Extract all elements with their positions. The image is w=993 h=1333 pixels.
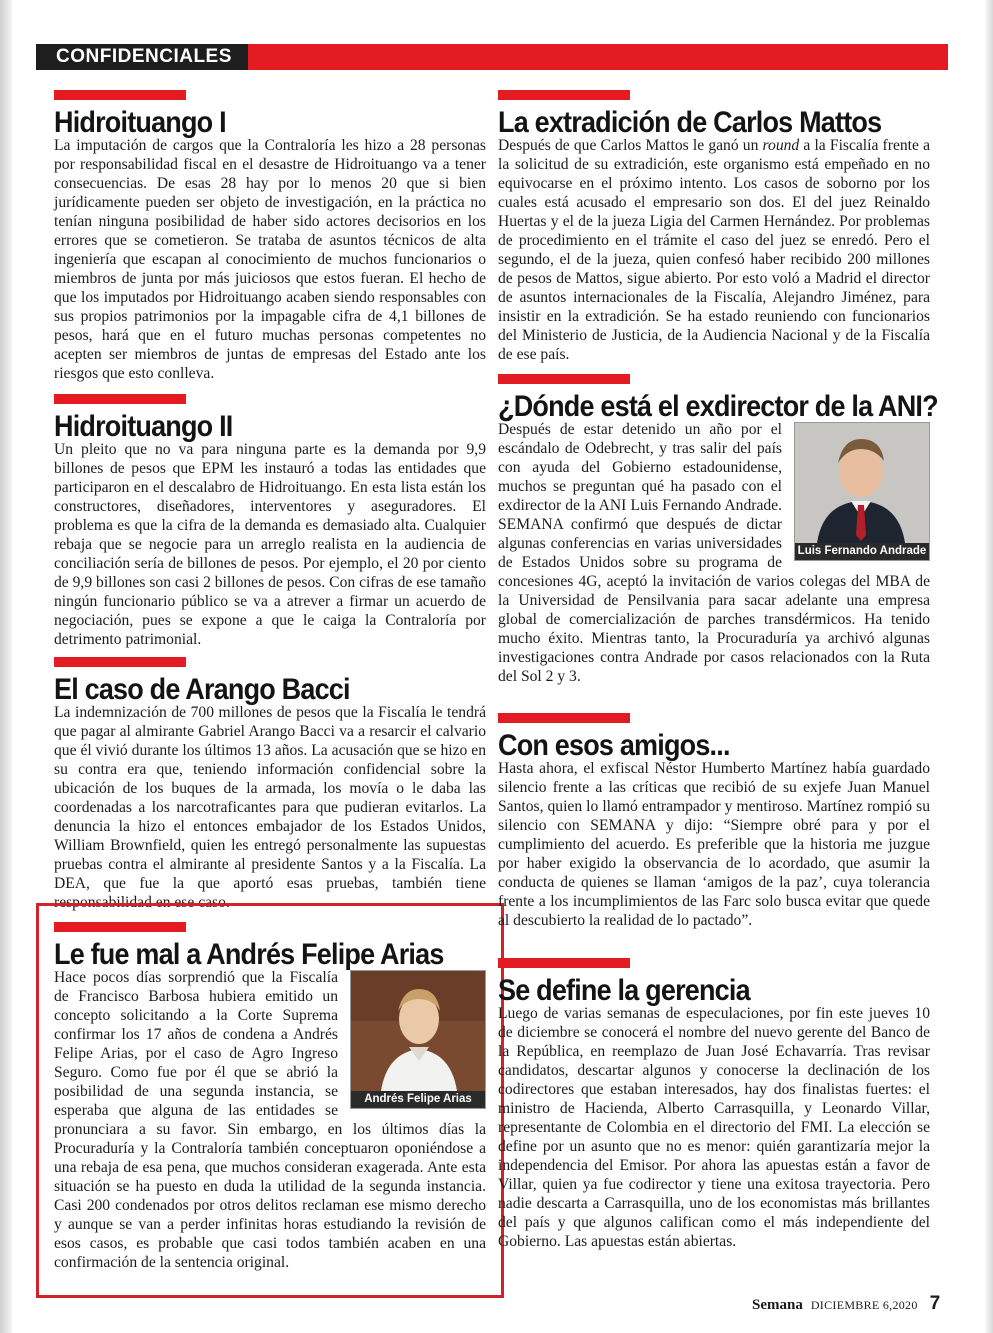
article-con-esos-amigos — [498, 713, 930, 930]
article-arango-bacci — [54, 657, 486, 912]
issue-date: DICIEMBRE 6,2020 — [810, 1298, 918, 1312]
article-carlos-mattos — [498, 90, 930, 364]
article-rule — [498, 958, 630, 968]
article-se-define-la-gerencia — [498, 958, 930, 1251]
portrait-illustration — [795, 423, 929, 543]
article-body: Hace pocos días sorprendió que la Fiscalía de Francisco Barbosa hubiera emitido un concepto solicitando a la Corte Suprema confirmar los 17 años de condena a Andrés Felipe Arias, por el caso de Agro Ingreso Seguro. Como fue por él que se abrió la posibilidad de una segunda instancia, se esperaba que alguna de las entidades se pronunciara a su favor. Sin embargo, en los últimos días la Procuraduría y la Contraloría también conceptuaron oponiéndose a una rebaja de esa pena, que muchos consideran exagerada. Ante esta situación se ha puesto en duda la utilidad de la segunda instancia. Casi 200 condenados por otros delitos reclaman ese mismo derecho y aunque se van a perder infinitas horas estudiando la revisión de esos casos, es probable que casi todos también acaben en una confirmación de la sentencia original. — [54, 969, 486, 1271]
article-rule — [54, 657, 186, 667]
page-footer — [752, 1293, 940, 1315]
article-body: Luego de varias semanas de especulaciones, por fin este jueves 10 de diciembre se conocerá el nombre del nuevo gerente del Banco de la República, en reemplazo de Juan José Echavarría. Tras revisar candidatos, descartar algunos y conocerse la declinación de los codirectores que estaban interesados, hay dos finalistas fuertes: el ministro de Hacienda, Alberto Carrasquilla, y Leonardo Villar, representante de Colombia en el directorio del FMI. La elección se define por un asunto que no es menor: quién garantizaría mejor la independencia del Emisor. Por ahora las apuestas están a favor de Villar, quien ya fue codirector y tiene una exitosa trayectoria. Pero nadie descarta a Carrasquilla, uno de los economistas más brillantes del país y que algunos califican como el más independiente del Gobierno. Las apuestas están abiertas. — [498, 1005, 930, 1250]
article-title: Se define la gerencia — [498, 974, 750, 1007]
article-body — [498, 136, 930, 364]
photo-caption: Luis Fernando Andrade — [795, 543, 929, 560]
article-title: Le fue mal a Andrés Felipe Arias — [54, 938, 444, 971]
article-title: Con esos amigos... — [498, 729, 730, 762]
photo-caption: Andrés Felipe Arias — [351, 1091, 485, 1108]
article-rule — [498, 713, 630, 723]
article-title: ¿Dónde está el exdirector de la ANI? — [498, 390, 938, 423]
article-exdirector-ani — [498, 374, 938, 686]
page-edge-right — [985, 0, 993, 1333]
article-title: La extradición de Carlos Mattos — [498, 106, 882, 139]
section-label: CONFIDENCIALES — [36, 44, 248, 70]
body-part: Después de que Carlos Mattos le ganó un — [498, 137, 763, 154]
photo-luis-fernando-andrade — [794, 422, 930, 561]
article-rule — [54, 90, 186, 100]
article-body: La indemnización de 700 millones de pesos que la Fiscalía le tendrá que pagar al almirante Gabriel Arango Bacci va a resarcir el calvario que él vivió durante los últimos 13 años. La acusación que se hizo en su contra era que, teniendo información confidencial sobre la ubicación de los buques de la armada, los movía o le daba las coordenadas a los narcotraficantes para que pudieran evitarlos. La denuncia la hizo el entonces embajador de los Estados Unidos, William Brownfield, quien les entregó personalmente las supuestas pruebas contra el almirante al presidente Santos y a la Fiscalía. La DEA, que fue la que aportó esas pruebas, también tiene responsabilidad en ese caso. — [54, 704, 486, 911]
page-edge-left — [0, 0, 12, 1333]
article-body: Después de estar detenido un año por el escándalo de Odebrecht, y tras salir del país con ayuda del Gobierno estadounidense, muchos se preguntan qué ha pasado con el exdirector de la ANI Luis Fernando Andrade. SEMANA confirmó que después de dictar algunas conferencias en varias universidades de Estados Unidos sobre su programa de concesiones 4G, aceptó la invitación de varios colegas del MBA de la Universidad de Pensilvania para sacar adelante una empresa global de comercialización de parches transdérmicos. Ha tenido mucho éxito. Mientras tanto, la Procuraduría ya archivó algunas investigaciones contra Andrade por casos relacionados con la Ruta del Sol 2 y 3. — [498, 421, 930, 685]
article-rule — [498, 90, 630, 100]
article-body: La imputación de cargos que la Contraloría les hizo a 28 personas por responsabilidad fiscal en el desastre de Hidroituango va a tener consecuencias. De esas 28 hay por lo menos 20 que si bien jurídicamente pueden ser objeto de investigación, en la práctica no tenían ninguna posibilidad de haber sido actores decisorios en los errores que se cometieron. Se trataba de asuntos técnicos de alta ingeniería que escapan al conocimiento de muchos funcionarios o miembros de junta por más juiciosos que estos fueran. El hecho de que los imputados por Hidroituango acaben siendo responsables con sus propios patrimonios por la impagable cifra de 4,1 billones de pesos, hará que en el futuro muchas personas competentes no acepten ser miembros de juntas de empresas del Estado ante los riesgos que esto conlleva. — [54, 137, 486, 382]
body-italic: round — [762, 137, 800, 154]
page-number: 7 — [929, 1293, 941, 1314]
article-body: Un pleito que no va para ninguna parte es la demanda por 9,9 billones de pesos que EPM les instauró a todas las entidades que participaron en el descalabro de Hidroituango. En esta lista están los constructores, diseñadores, interventores y aseguradores. El problema es que la cifra de la demanda es demasiado alta. Cualquier rebaja que se negocie para un arreglo realista en la audiencia de conciliación sería de billones de pesos. Por ejemplo, el 20 por ciento de 9,9 billones son casi 2 billones de pesos. Con cifras de ese tamaño ningún funcionario público se va a atrever a firmar un acuerdo de negociación, pues se expone a que le caiga la Contraloría por detrimento patrimonial. — [54, 441, 486, 648]
highlight-selection-box — [36, 903, 504, 1298]
article-title: Hidroituango I — [54, 106, 226, 139]
article-hidroituango-1 — [54, 90, 486, 383]
article-hidroituango-2 — [54, 394, 486, 649]
article-title: Hidroituango II — [54, 410, 233, 443]
article-title: El caso de Arango Bacci — [54, 673, 350, 706]
article-rule — [54, 394, 186, 404]
magazine-name: Semana — [752, 1297, 803, 1313]
article-rule — [498, 374, 630, 384]
article-body: Hasta ahora, el exfiscal Néstor Humberto Martínez había guardado silencio frente a las críticas que recibió de su exjefe Juan Manuel Santos, quien lo llamó entrampador y mentiroso. Martínez rompió su silencio con SEMANA y dijo: “Siempre obré para y por el cumplimiento del acuerdo. Es preferible que la historia me juzgue por haber exigido la observancia de lo acordado, que asumir la conducta de quienes se llaman ‘amigos de la paz’, cuya tolerancia frente a los incumplimientos de las Farc solo busca evitar que quede al descubierto la realidad de lo pactado”. — [498, 760, 930, 929]
body-part: a la Fiscalía frente a la solicitud de su extradición, este organismo está empeñado en no equivocarse en el próximo intento. Los casos de soborno por los cuales está acusado el empresario son dos. El del juez Reinaldo Huertas y el de la jueza Ligia del Carmen Hernández. Por problemas de procedimiento en el trámite el caso del juez se enredó. Pero el segundo, el de la jueza, quien confesó haber recibido 200 millones de pesos de Mattos, sigue abierto. Por esto voló a Madrid el director de asuntos internacionales de la Fiscalía, Alejandro Jiménez, para insistir en la extradición. Se ha estado reuniendo con funcionarios del Ministerio de Justicia, de la Audiencia Nacional y de la Fiscalía de ese país. — [498, 137, 930, 363]
portrait-image — [795, 423, 929, 543]
